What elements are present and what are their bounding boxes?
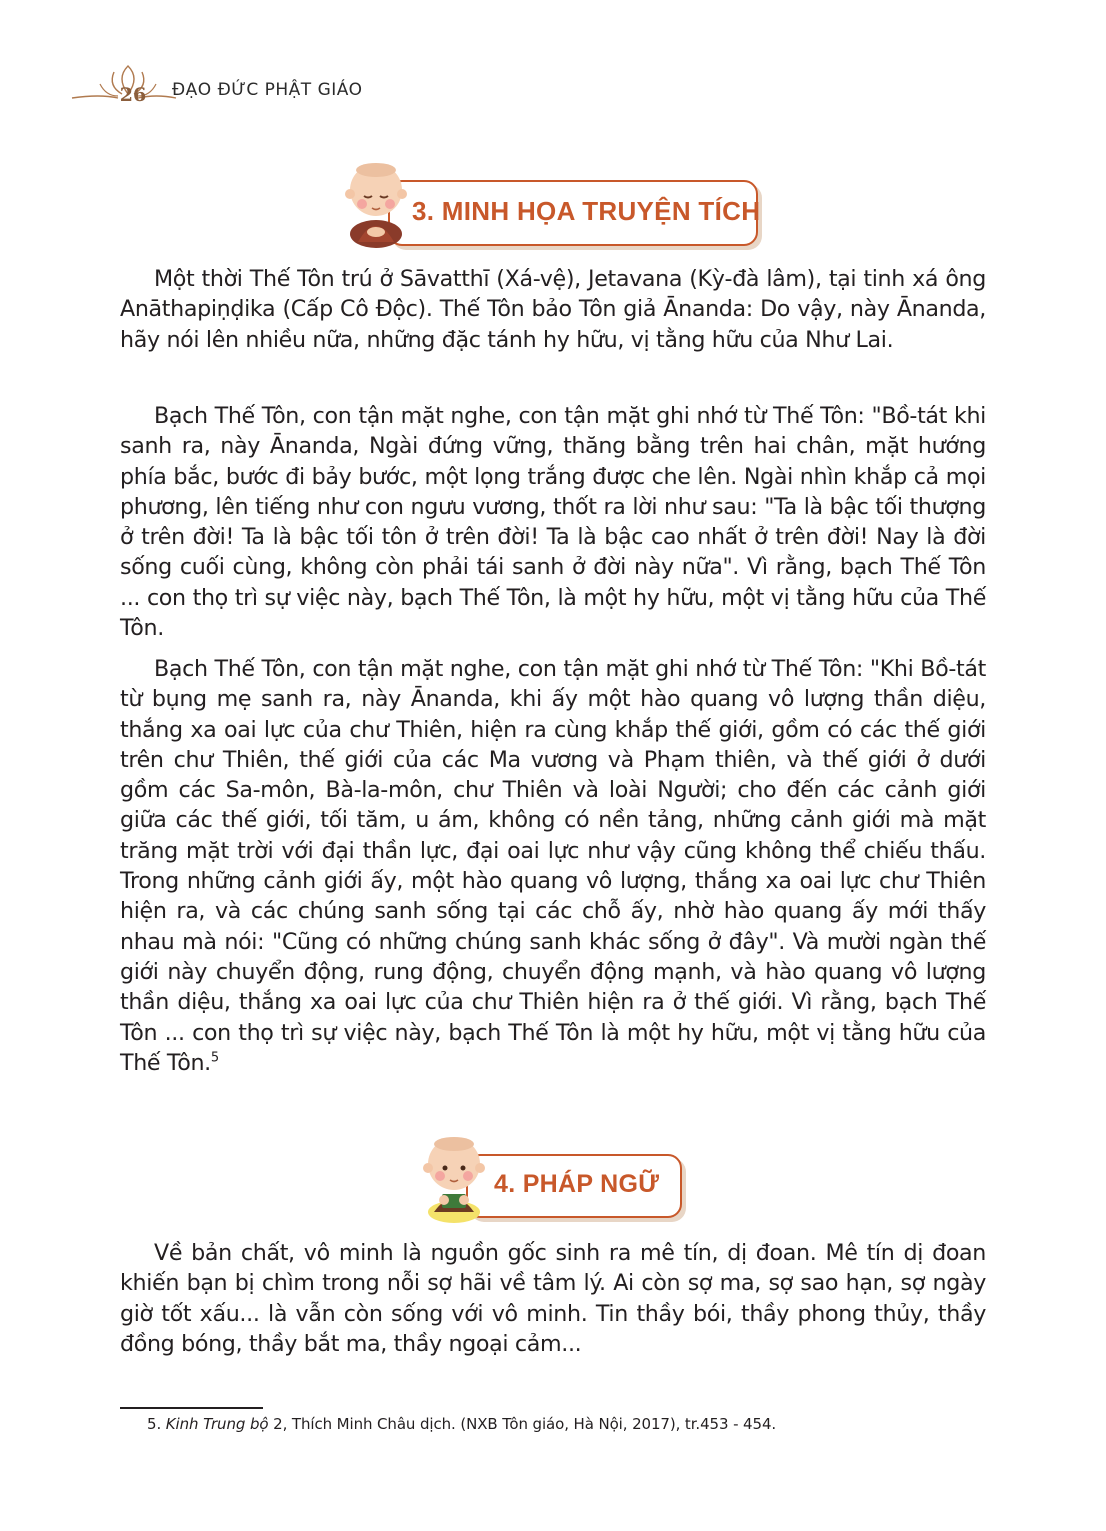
section-3-heading — [340, 150, 770, 250]
footnote — [147, 1415, 776, 1433]
section-3-title: 3. MINH HỌA TRUYỆN TÍCH — [412, 196, 761, 226]
section-4-heading — [418, 1128, 688, 1224]
section-4-title: 4. PHÁP NGỮ — [494, 1170, 660, 1198]
monk-reading-icon — [418, 1128, 490, 1224]
footnote-number: 5. — [147, 1415, 162, 1433]
dharma-paragraph: Về bản chất, vô minh là nguồn gốc sinh ra mê tín, dị đoan. Mê tín dị đoan khiến bạn bị chìm trong nỗi sợ hãi về tâm lý. Ai còn sợ ma, sợ sao hạn, sợ ngày giờ tốt xấu... là vẫn còn sống với vô minh. Tin thầy bói, thầy phong thủy, thầy đồng bóng, thầy bắt ma, thầy ngoại cảm... — [120, 1240, 986, 1357]
footnote-reference: 5 — [210, 1050, 219, 1066]
story-paragraph-3 — [120, 654, 986, 1078]
story-paragraph-2: Bạch Thế Tôn, con tận mặt nghe, con tận mặt ghi nhớ từ Thế Tôn: "Bồ-tát khi sanh ra, này Ānanda, Ngài đứng vững, thăng bằng trên hai chân, mặt hướng phía bắc, bước đi bảy bước, một lọng trắng được che lên. Ngài nhìn khắp cả mọi phương, lên tiếng như con ngưu vương, thốt ra lời như sau: "Ta là bậc tối thượng ở trên đời! Ta là bậc tối tôn ở trên đời! Ta là bậc cao nhất ở trên đời! Nay là đời sống cuối cùng, không còn phải tái sanh ở đời này nữa". Vì rằng, bạch Thế Tôn ... con thọ trì sự việc này, bạch Thế Tôn, là một hy hữu, một vị tằng hữu của Thế Tôn. — [120, 403, 986, 642]
footnote-details: 2, Thích Minh Châu dịch. (NXB Tôn giáo, Hà Nội, 2017), tr.453 - 454. — [268, 1415, 777, 1433]
story-paragraph-1: Một thời Thế Tôn trú ở Sāvatthī (Xá-vệ), Jetavana (Kỳ-đà lâm), tại tinh xá ông Anāthapiṇḍika (Cấp Cô Độc). Thế Tôn bảo Tôn giả Ānanda: Do vậy, này Ānanda, hãy nói lên nhiều nữa, những đặc tánh hy hữu, vị tằng hữu của Như Lai. — [120, 266, 986, 353]
monk-meditating-icon — [340, 150, 410, 250]
book-title: ĐẠO ĐỨC PHẬT GIÁO — [172, 80, 363, 100]
footnote-divider — [120, 1407, 263, 1409]
page-number: 26 — [119, 84, 147, 106]
footnote-book-title: Kinh Trung bộ — [165, 1415, 269, 1433]
page-header — [70, 64, 490, 114]
story-paragraph-3-text: Bạch Thế Tôn, con tận mặt nghe, con tận mặt ghi nhớ từ Thế Tôn: "Khi Bồ-tát từ bụng mẹ sanh ra, này Ānanda, khi ấy một hào quang vô lượng thần diệu, thắng xa oai lực của chư Thiên, hiện ra cùng khắp thế giới, gồm có các thế giới trên chư Thiên, thế giới của các Ma vương và Phạm thiên, và thế giới ở dưới gồm các Sa-môn, Bà-la-môn, chư Thiên và loài Người; cho đến các cảnh giới giữa các thế giới, tối tăm, u ám, không có nền tảng, những cảnh giới mà mặt trăng mặt trời với đại thần lực, đại oai lực như vậy cũng không thể chiếu thấu. Trong những cảnh giới ấy, một hào quang vô lượng, thắng xa oai lực chư Thiên hiện ra, và các chúng sanh sống tại các chỗ ấy, nhờ hào quang ấy mới thấy nhau mà nói: "Cũng có những chúng sanh khác sống ở đây". Và mười ngàn thế giới này chuyển động, rung động, chuyển động mạnh, và hào quang vô lượng thần diệu, thắng xa oai lực của chư Thiên hiện ra ở thế giới. Vì rằng, bạch Thế Tôn ... con thọ trì sự việc này, bạch Thế Tôn là một hy hữu, một vị tằng hữu của Thế Tôn. — [120, 656, 986, 1076]
